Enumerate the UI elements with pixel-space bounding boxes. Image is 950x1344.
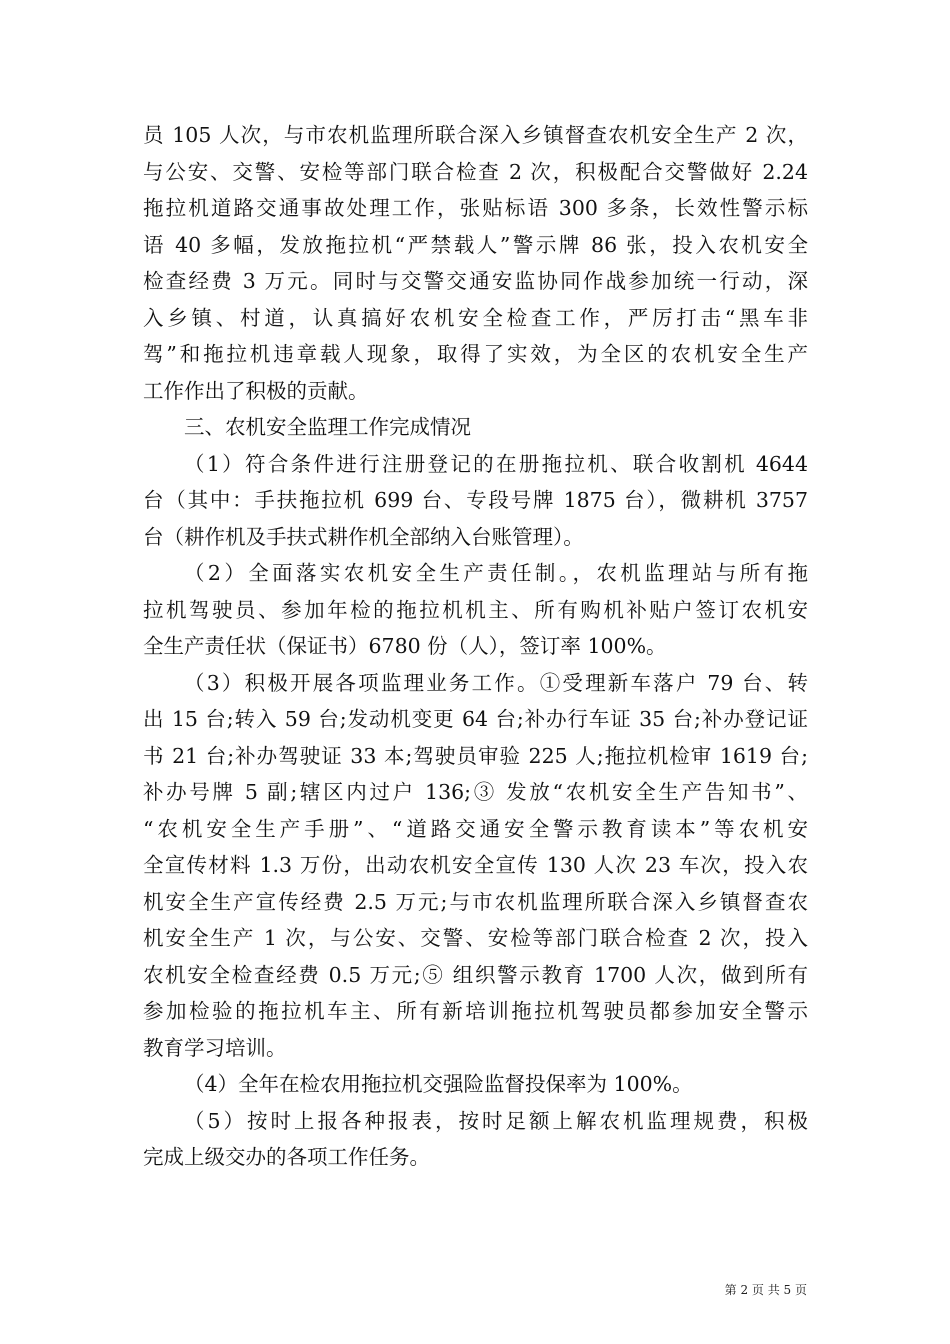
text-line: 拖拉机道路交通事故处理工作，张贴标语 300 多条，长效性警示标 xyxy=(143,196,808,220)
text-line: 补办号牌 5 副;辖区内过户 136;③ 发放“农机安全生产告知书”、 xyxy=(143,780,808,804)
text-line: 全生产责任状（保证书）6780 份（人），签订率 100%。 xyxy=(143,634,667,658)
text-line: 驾”和拖拉机违章载人现象，取得了实效，为全区的农机安全生产 xyxy=(143,342,808,366)
text-line: 教育学习培训。 xyxy=(143,1035,287,1060)
text-line: 机安全生产宣传经费 2.5 万元;与市农机监理所联合深入乡镇督查农 xyxy=(143,889,808,914)
text-line: （2）全面落实农机安全生产责任制。，农机监理站与所有拖 xyxy=(184,561,808,585)
text-line: 台（耕作机及手扶式耕作机全部纳入台账管理）。 xyxy=(143,524,584,549)
text-line: 语 40 多幅，发放拖拉机“严禁载人”警示牌 86 张，投入农机安全 xyxy=(143,232,808,257)
text-line: 拉机驾驶员、参加年检的拖拉机机主、所有购机补贴户签订农机安 xyxy=(143,597,808,622)
text-line: 出 15 台;转入 59 台;发动机变更 64 台;补办行车证 35 台;补办登记证 xyxy=(143,707,808,731)
text-line: 三、农机安全监理工作完成情况 xyxy=(184,415,471,439)
text-line: 完成上级交办的各项工作任务。 xyxy=(143,1145,430,1169)
text-line: 参加检验的拖拉机车主、所有新培训拖拉机驾驶员都参加安全警示 xyxy=(143,999,808,1023)
text-line: 与公安、交警、安检等部门联合检查 2 次，积极配合交警做好 2.24 xyxy=(143,159,808,184)
text-line: 入乡镇、村道，认真搞好农机安全检查工作，严厉打击“黑车非 xyxy=(143,305,808,330)
text-line: “农机安全生产手册”、“道路交通安全警示教育读本”等农机安 xyxy=(143,816,808,841)
text-line: 农机安全检查经费 0.5 万元;⑤ 组织警示教育 1700 人次，做到所有 xyxy=(143,962,808,987)
text-line: （3）积极开展各项监理业务工作。①受理新车落户 79 台、转 xyxy=(184,670,808,695)
text-line: 机安全生产 1 次，与公安、交警、安检等部门联合检查 2 次，投入 xyxy=(143,926,808,950)
text-line: 检查经费 3 万元。同时与交警交通安监协同作战参加统一行动，深 xyxy=(143,269,808,293)
text-line: （5）按时上报各种报表，按时足额上解农机监理规费，积极 xyxy=(184,1108,808,1133)
text-line: 全宣传材料 1.3 万份，出动农机安全宣传 130 人次 23 车次，投入农 xyxy=(143,853,808,877)
text-line: 书 21 台;补办驾驶证 33 本;驾驶员审验 225 人;拖拉机检审 1619 台; xyxy=(143,743,808,768)
page-number: 第 2 页 共 5 页 xyxy=(724,1283,807,1297)
text-line: 工作作出了积极的贡献。 xyxy=(143,378,369,403)
text-line: （1）符合条件进行注册登记的在册拖拉机、联合收割机 4644 xyxy=(184,451,808,476)
text-line: 台（其中：手扶拖拉机 699 台、专段号牌 1875 台），微耕机 3757 xyxy=(143,488,808,512)
document-body xyxy=(143,117,808,1176)
text-line: （4）全年在检农用拖拉机交强险监督投保率为 100%。 xyxy=(184,1072,693,1096)
text-line: 员 105 人次，与市农机监理所联合深入乡镇督查农机安全生产 2 次， xyxy=(143,123,808,147)
